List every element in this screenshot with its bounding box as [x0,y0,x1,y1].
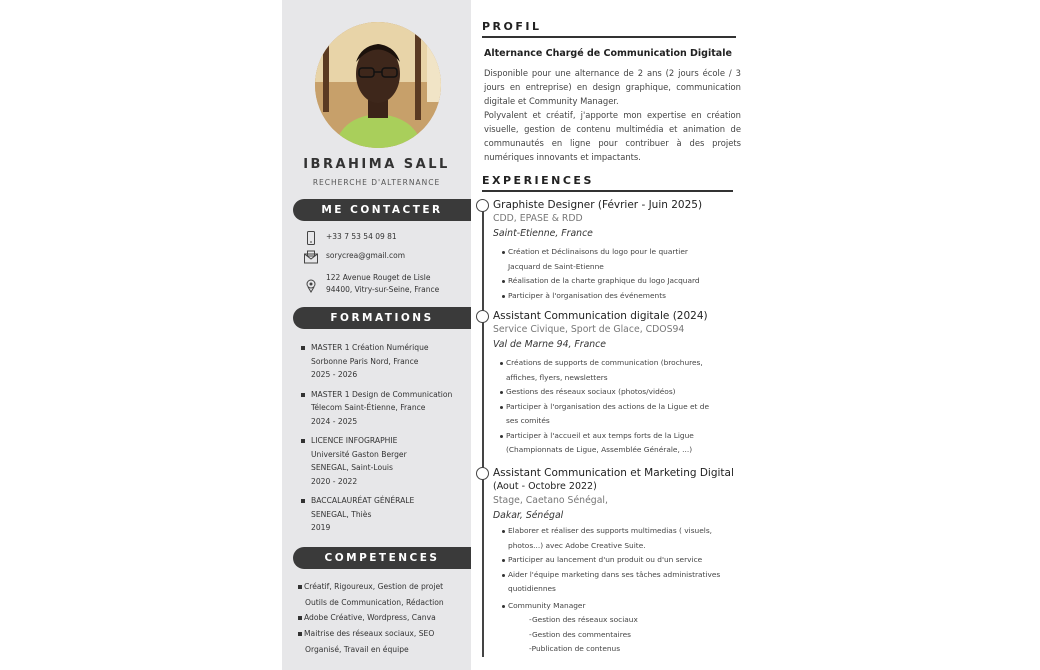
timeline-line [482,205,484,657]
job-subitem: -Gestion des réseaux sociaux [529,615,638,624]
timeline-dot [476,199,489,212]
email-text: sorycrea@gmail.com [326,251,406,260]
job-place: Val de Marne 94, France [493,339,607,350]
timeline-dot [476,310,489,323]
job-company: CDD, EPASE & RDD [493,213,583,224]
job-bullet: Créations de supports de communication (brochures, affiches, flyers, newsletters [500,356,743,385]
job-bullet: Community Manager [502,599,743,614]
profil-divider [482,36,736,38]
profil-paragraph-1: Disponible pour une alternance de 2 ans (2 jours école / 3 jours en entreprise) en design graphique, communication digitale et Community Manager. [484,68,741,106]
profil-heading: PROFIL [482,20,542,33]
experience-item [493,466,743,657]
candidate-name: IBRAHIMA SALL [303,157,450,172]
job-bullet: Participer à l'accueil et aux temps forts de la Ligue (Championnats de Ligue, Assemblée Générale, ...) [500,429,743,458]
mail-icon [304,250,318,264]
experiences-divider [482,190,733,192]
contact-phone [304,231,397,245]
job-dates: (Aout - Octobre 2022) [493,481,597,492]
job-bullet: Création et Déclinaisons du logo pour le quartier Jacquard de Saint-Etienne [502,245,743,274]
job-title: Assistant Communication et Marketing Digital [493,467,734,479]
profile-photo [315,22,441,148]
experience-item [493,309,743,458]
job-bullet: Elaborer et réaliser des supports multimedias ( visuels, photos...) avec Adobe Creative Suite. [502,524,743,553]
contact-email [304,250,405,264]
profil-title: Alternance Chargé de Communication Digitale [484,48,732,59]
formations-heading: FORMATIONS [293,307,471,329]
formations-list [300,341,470,535]
experiences-heading: EXPERIENCES [482,174,594,187]
job-place: Dakar, Sénégal [493,510,564,521]
job-bullet: Aider l'équipe marketing dans ses tâches administratives quotidiennes [502,568,743,597]
competence-item: Créatif, Rigoureux, Gestion de projet Outils de Communication, Rédaction [298,579,470,610]
competence-item: Maitrise des réseaux sociaux, SEO Organisé, Travail en équipe [298,626,470,657]
formation-item: BACCALAURÉAT GÉNÉRALE SENEGAL, Thiès 2019 [300,494,470,535]
competence-item: Adobe Créative, Wordpress, Canva [298,610,470,626]
job-company: Stage, Caetano Sénégal, [493,495,608,506]
formation-item: MASTER 1 Création Numérique Sorbonne Paris Nord, France 2025 - 2026 [300,341,470,382]
job-bullet: Participer à l'organisation des actions de la Ligue et de ses comités [500,400,743,429]
contact-heading: ME CONTACTER [293,199,471,221]
job-subitem: -Gestion des commentaires [529,629,631,639]
competences-list [298,579,470,658]
address-line2: 94400, Vitry-sur-Seine, France [326,285,440,294]
job-subitem: -Publication de contenus [529,644,621,653]
job-company: Service Civique, Sport de Glace, CDOS94 [493,324,685,335]
job-title: Graphiste Designer (Février - Juin 2025) [493,199,703,211]
address-line1: 122 Avenue Rouget de Lisle [326,273,431,282]
job-place: Saint-Etienne, France [493,228,593,239]
job-bullet: Réalisation de la charte graphique du logo Jacquard [502,274,743,289]
location-icon [304,279,318,293]
formation-item: MASTER 1 Design de Communication Télecom Saint-Étienne, France 2024 - 2025 [300,388,470,429]
job-bullet: Gestions des réseaux sociaux (photos/vidéos) [500,385,743,400]
phone-text: +33 7 53 54 09 81 [326,232,397,241]
contact-address [304,272,439,296]
profil-paragraph-2: Polyvalent et créatif, j'apporte mon expertise en création visuelle, gestion de contenu multimédia et animation de communautés en ligne pour contribuer à des projets numériques innovants et impactants. [484,110,741,162]
phone-icon [304,231,318,245]
candidate-subtitle: RECHERCHE D'ALTERNANCE [312,178,441,187]
competences-heading: COMPETENCES [293,547,471,569]
timeline-dot [476,467,489,480]
job-title: Assistant Communication digitale (2024) [493,310,708,322]
experience-item [493,198,743,303]
formation-item: LICENCE INFOGRAPHIE Université Gaston Berger SENEGAL, Saint-Louis 2020 - 2022 [300,434,470,488]
job-bullet: Participer à l'organisation des événements [502,289,743,304]
profil-text [484,66,741,164]
job-bullet: Participer au lancement d'un produit ou d'un service [502,553,743,568]
